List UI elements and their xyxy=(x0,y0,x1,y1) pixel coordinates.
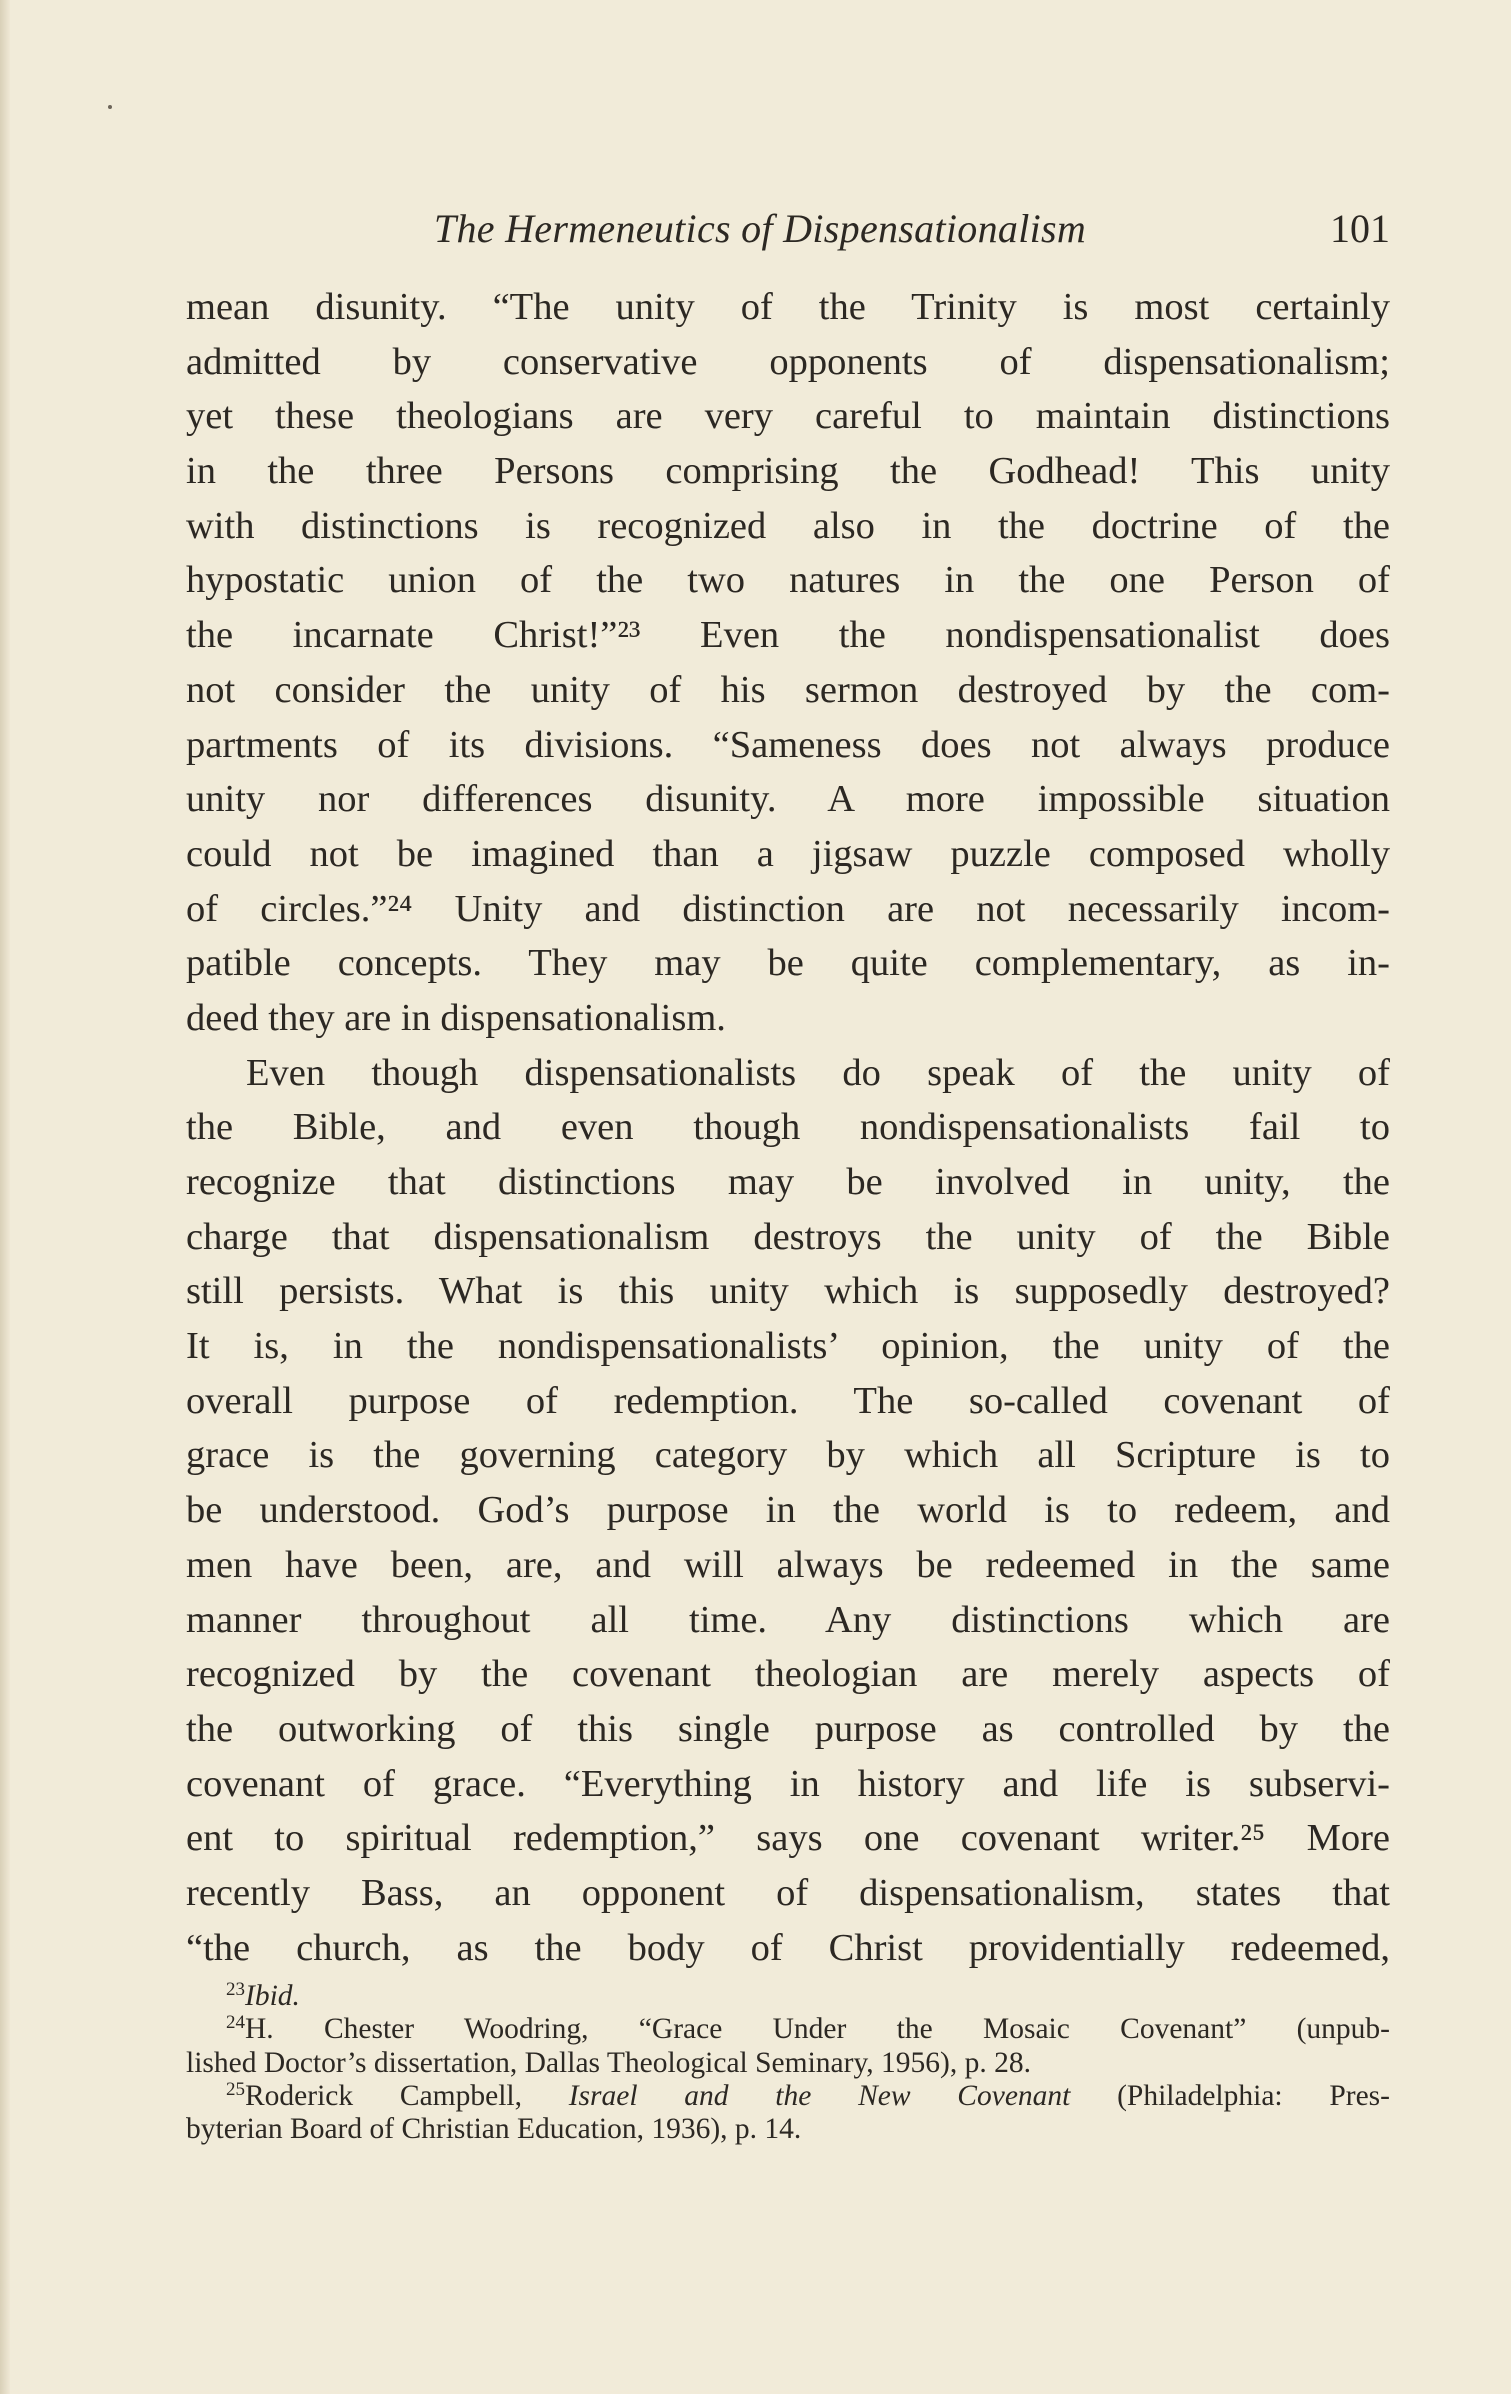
footnote-24 xyxy=(186,2013,1390,2046)
running-header xyxy=(186,198,1390,260)
text-line: the outworking of this single purpose as controlled by the xyxy=(186,1707,1390,1750)
footnote-text: Roderick Campbell, xyxy=(245,2079,569,2112)
text-line: hypostatic union of the two natures in the one Person of xyxy=(186,559,1390,602)
text-line: unity nor differences disunity. A more impossible situation xyxy=(186,778,1390,821)
footnote-24-continued: lished Doctor’s dissertation, Dallas Theological Seminary, 1956), p. 28. xyxy=(186,2046,1031,2079)
text-line: recognized by the covenant theologian are merely aspects of xyxy=(186,1653,1390,1696)
footnote-book-title: Israel and the New Covenant xyxy=(568,2079,1071,2112)
text-line: the Bible, and even though nondispensationalists fail to xyxy=(186,1106,1390,1149)
footnote-text: H. Chester Woodring, “Grace Under the Mosaic Covenant” (unpub- xyxy=(245,2013,1390,2046)
text-line: still persists. What is this unity which is supposedly destroyed? xyxy=(186,1270,1390,1313)
text-line: overall purpose of redemption. The so-called covenant of xyxy=(186,1379,1390,1422)
footnote-25 xyxy=(186,2080,1390,2113)
footnotes xyxy=(186,1980,1390,2146)
footnote-mark: 24 xyxy=(226,2012,245,2034)
text-line: recognize that distinctions may be involved in unity, the xyxy=(186,1161,1390,1203)
text-line: mean disunity. “The unity of the Trinity is most certainly xyxy=(186,286,1390,328)
text-line: Even though dispensationalists do speak of the unity of xyxy=(246,1051,1390,1094)
footnote-text: (Philadelphia: Pres- xyxy=(1070,2079,1390,2112)
footnote-23 xyxy=(186,1980,1390,2013)
text-line: in the three Persons comprising the Godhead! This unity xyxy=(186,450,1390,493)
text-line: yet these theologians are very careful to maintain distinctions xyxy=(186,395,1390,438)
text-line: “the church, as the body of Christ providentially redeemed, xyxy=(186,1926,1390,1969)
text-line: men have been, are, and will always be redeemed in the same xyxy=(186,1543,1390,1586)
body-text xyxy=(186,280,1390,1975)
text-line: covenant of grace. “Everything in history and life is subservi- xyxy=(186,1762,1390,1805)
running-title: The Hermeneutics of Dispensationalism xyxy=(433,206,1087,251)
text-line: be understood. God’s purpose in the world is to redeem, and xyxy=(186,1489,1390,1532)
page-edge-shadow xyxy=(0,0,10,2394)
text-line: deed they are in dispensationalism. xyxy=(186,996,726,1039)
text-line: partments of its divisions. “Sameness does not always produce xyxy=(186,723,1390,766)
page-number: 101 xyxy=(1330,206,1390,251)
text-line: admitted by conservative opponents of dispensationalism; xyxy=(186,340,1390,383)
text-line: of circles.”²⁴ Unity and distinction are not necessarily incom- xyxy=(186,887,1390,930)
text-line: the incarnate Christ!”²³ Even the nondispensationalist does xyxy=(186,614,1390,657)
text-line: recently Bass, an opponent of dispensationalism, states that xyxy=(186,1871,1390,1914)
text-line: with distinctions is recognized also in the doctrine of the xyxy=(186,504,1390,547)
text-line: grace is the governing category by which all Scripture is to xyxy=(186,1434,1390,1477)
footnote-mark: 23 xyxy=(226,1979,245,2000)
text-line: patible concepts. They may be quite complementary, as in- xyxy=(186,942,1390,985)
text-line: charge that dispensationalism destroys the unity of the Bible xyxy=(186,1215,1390,1258)
text-line: It is, in the nondispensationalists’ opinion, the unity of the xyxy=(186,1325,1390,1368)
text-line: manner throughout all time. Any distinctions which are xyxy=(186,1598,1390,1641)
text-line: ent to spiritual redemption,” says one covenant writer.²⁵ More xyxy=(186,1817,1390,1860)
text-line: could not be imagined than a jigsaw puzzle composed wholly xyxy=(186,832,1390,875)
print-speck xyxy=(108,105,112,109)
footnote-25-continued: byterian Board of Christian Education, 1936), p. 14. xyxy=(186,2113,802,2146)
footnote-text: Ibid. xyxy=(245,1980,300,2012)
footnote-mark: 25 xyxy=(226,2078,245,2100)
text-line: not consider the unity of his sermon destroyed by the com- xyxy=(186,668,1390,711)
